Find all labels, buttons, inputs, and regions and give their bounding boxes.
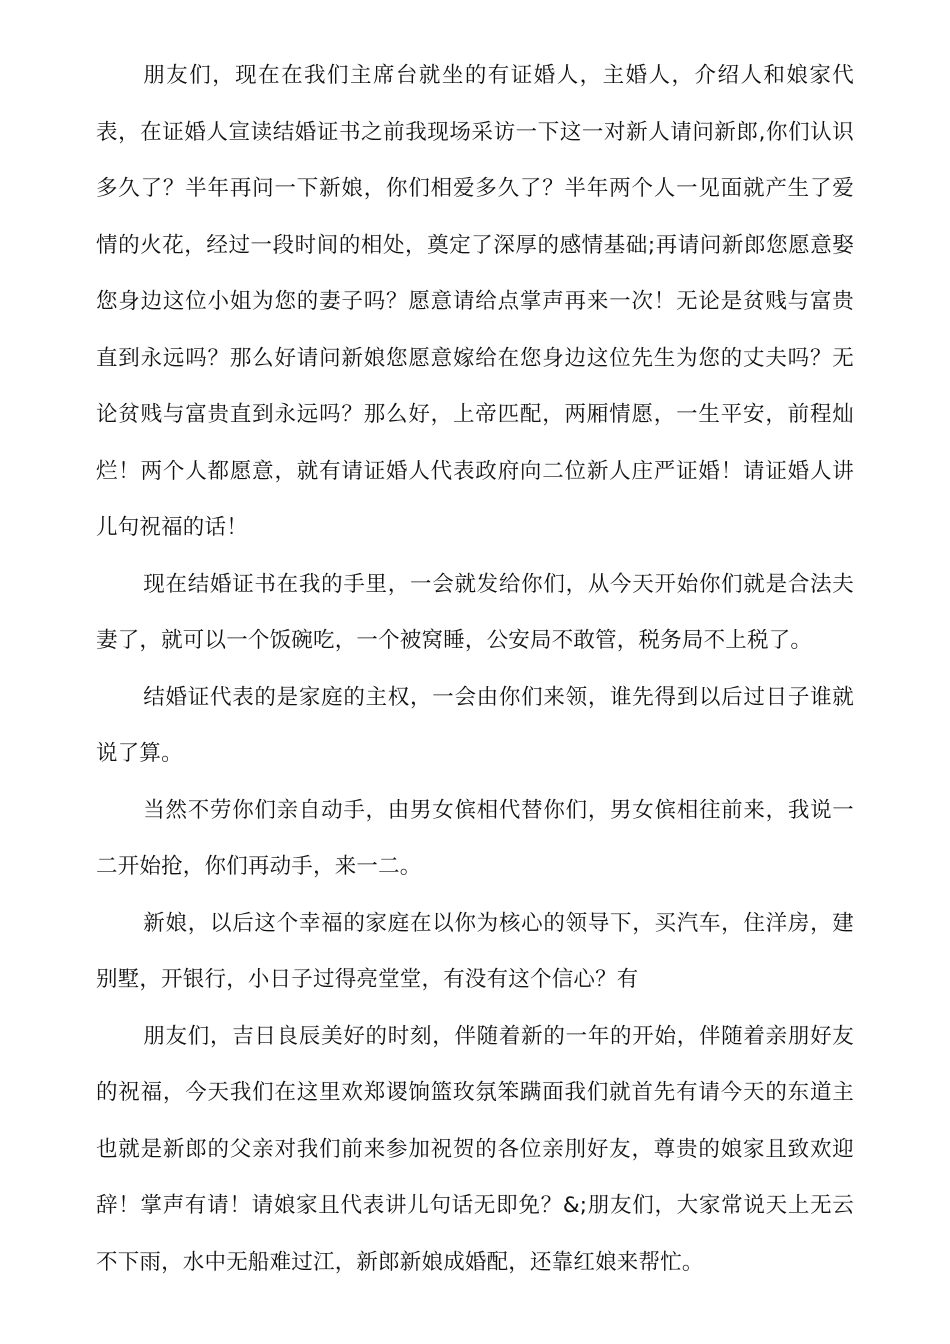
paragraph-household-authority: 结婚证代表的是家庭的主权，一会由你们来领，谁先得到以后过日子谁就说了算。 — [96, 684, 854, 766]
paragraph-certificate: 现在结婚证书在我的手里，一会就发给你们，从今天开始你们就是合法夫妻了，就可以一个饭碗吃，一个被窝睡，公安局不敢管，税务局不上税了。 — [96, 571, 854, 653]
paragraph-groomsmen: 当然不劳你们亲自动手，由男女傧相代替你们，男女傧相往前来，我说一二开始抢，你们再动手，来一二。 — [96, 797, 854, 879]
paragraph-welcome: 朋友们，吉日良辰美好的时刻，伴随着新的一年的开始，伴随着亲朋好友的祝福，今天我们在这里欢郑谡饷篮玫氛笨蹒面我们就首先有请今天的东道主也就是新郎的父亲对我们前来参加祝贺的各位亲刖好友，尊贵的娘家且致欢迎辞！掌声有请！请娘家且代表讲儿句话无即免？&;朋友们，大家常说天上无云不下雨，水中无船难过江，新郎新娘成婚配，还靠红娘来帮忙。 — [96, 1023, 854, 1275]
document-page — [96, 48, 854, 1291]
paragraph-interview: 朋友们，现在在我们主席台就坐的有证婚人，主婚人，介绍人和娘家代表，在证婚人宣读结婚证书之前我现场采访一下这一对新人请问新郎,你们认识多久了？半年再问一下新娘，你们相爱多久了？半年两个人一见面就产生了爱情的火花，经过一段时间的相处，奠定了深厚的感情基础;再请问新郎您愿意娶您身边这位小姐为您的妻子吗？愿意请给点掌声再来一次！无论是贫贱与富贵直到永远吗？那么好请问新娘您愿意嫁给在您身边这位先生为您的丈夫吗？无论贫贱与富贵直到永远吗？那么好，上帝匹配，两厢情愿，一生平安，前程灿烂！两个人都愿意，就有请证婚人代表政府向二位新人庄严证婚！请证婚人讲儿句祝福的话！ — [96, 63, 854, 540]
paragraph-bride-confidence: 新娘，以后这个幸福的家庭在以你为核心的领导下，买汽车，住洋房，建别墅，开银行，小日子过得亮堂堂，有没有这个信心？有 — [96, 910, 854, 992]
